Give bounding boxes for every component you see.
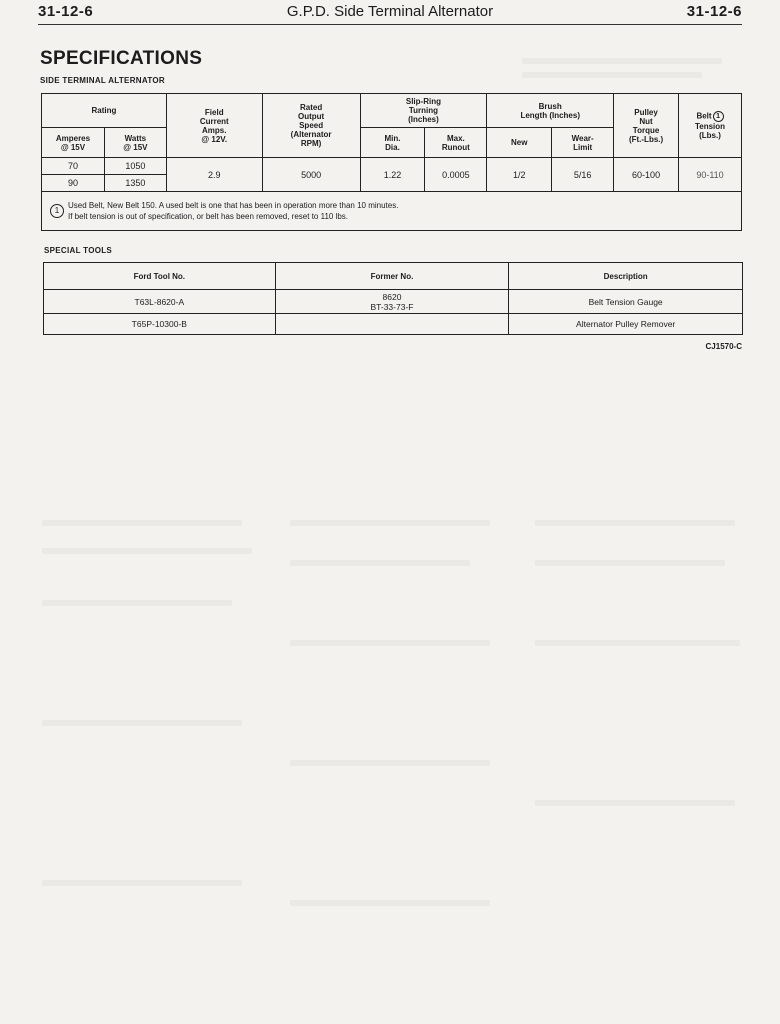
specifications-subheading: SIDE TERMINAL ALTERNATOR — [40, 76, 165, 85]
note-line-2: If belt tension is out of specification, or belt has been removed, reset to 110 lbs. — [68, 212, 349, 221]
brush-new-cell: 1/2 — [487, 158, 552, 192]
description-header: Description — [509, 263, 743, 290]
former-no-header: Former No. — [275, 263, 509, 290]
rated-output-header: Rated Output Speed (Alternator RPM) — [262, 94, 360, 158]
rated-output-cell: 5000 — [262, 158, 360, 192]
specifications-heading: SPECIFICATIONS — [40, 48, 203, 69]
page-title: G.P.D. Side Terminal Alternator — [286, 3, 494, 20]
brush-wear-limit-header: Wear- Limit — [552, 128, 614, 158]
special-tools-table — [43, 262, 743, 335]
pulley-header: Pulley Nut Torque (Ft.-Lbs.) — [614, 94, 679, 158]
brush-header: Brush Length (Inches) — [487, 94, 614, 128]
note-line-1: Used Belt, New Belt 150. A used belt is one that has been in operation more than 10 minutes. — [68, 201, 399, 210]
min-dia-cell: 1.22 — [360, 158, 425, 192]
amperes-cell: 90 — [42, 175, 105, 192]
page-number-left: 31-12-6 — [38, 3, 94, 20]
former-number-cell: 8620 BT-33-73-F — [275, 290, 509, 314]
note-marker-icon: 1 — [713, 111, 724, 122]
tool-number-cell: T65P-10300-B — [44, 314, 276, 335]
field-current-header: Field Current Amps. @ 12V. — [166, 94, 262, 158]
brush-wear-cell: 5/16 — [552, 158, 614, 192]
page-number-right: 31-12-6 — [686, 3, 742, 20]
brush-new-header: New — [487, 128, 552, 158]
min-dia-header: Min. Dia. — [360, 128, 425, 158]
pulley-torque-cell: 60-100 — [614, 158, 679, 192]
slip-ring-header: Slip-Ring Turning (Inches) — [360, 94, 487, 128]
ford-tool-no-header: Ford Tool No. — [44, 263, 276, 290]
note-number-icon: 1 — [50, 204, 64, 218]
specification-note — [42, 192, 742, 231]
note-row — [42, 192, 742, 231]
field-current-cell: 2.9 — [166, 158, 262, 192]
watts-cell: 1350 — [104, 175, 166, 192]
amperes-header: Amperes @ 15V — [42, 128, 105, 158]
belt-tension-header: Belt 1 Tension (Lbs.) — [679, 94, 742, 158]
specifications-table — [41, 93, 742, 231]
belt-tension-cell: 90-110 — [679, 158, 742, 192]
figure-code: CJ1570-C — [705, 342, 742, 351]
max-runout-cell: 0.0005 — [425, 158, 487, 192]
rating-header: Rating — [42, 94, 167, 128]
table-row — [44, 290, 743, 314]
table-row — [44, 314, 743, 335]
description-cell: Alternator Pulley Remover — [509, 314, 743, 335]
max-runout-header: Max. Runout — [425, 128, 487, 158]
table-row — [42, 158, 742, 175]
description-cell: Belt Tension Gauge — [509, 290, 743, 314]
amperes-cell: 70 — [42, 158, 105, 175]
watts-cell: 1050 — [104, 158, 166, 175]
former-number-cell — [275, 314, 509, 335]
page-header — [38, 2, 742, 25]
watts-header: Watts @ 15V — [104, 128, 166, 158]
tool-number-cell: T63L-8620-A — [44, 290, 276, 314]
special-tools-heading: SPECIAL TOOLS — [44, 246, 113, 255]
